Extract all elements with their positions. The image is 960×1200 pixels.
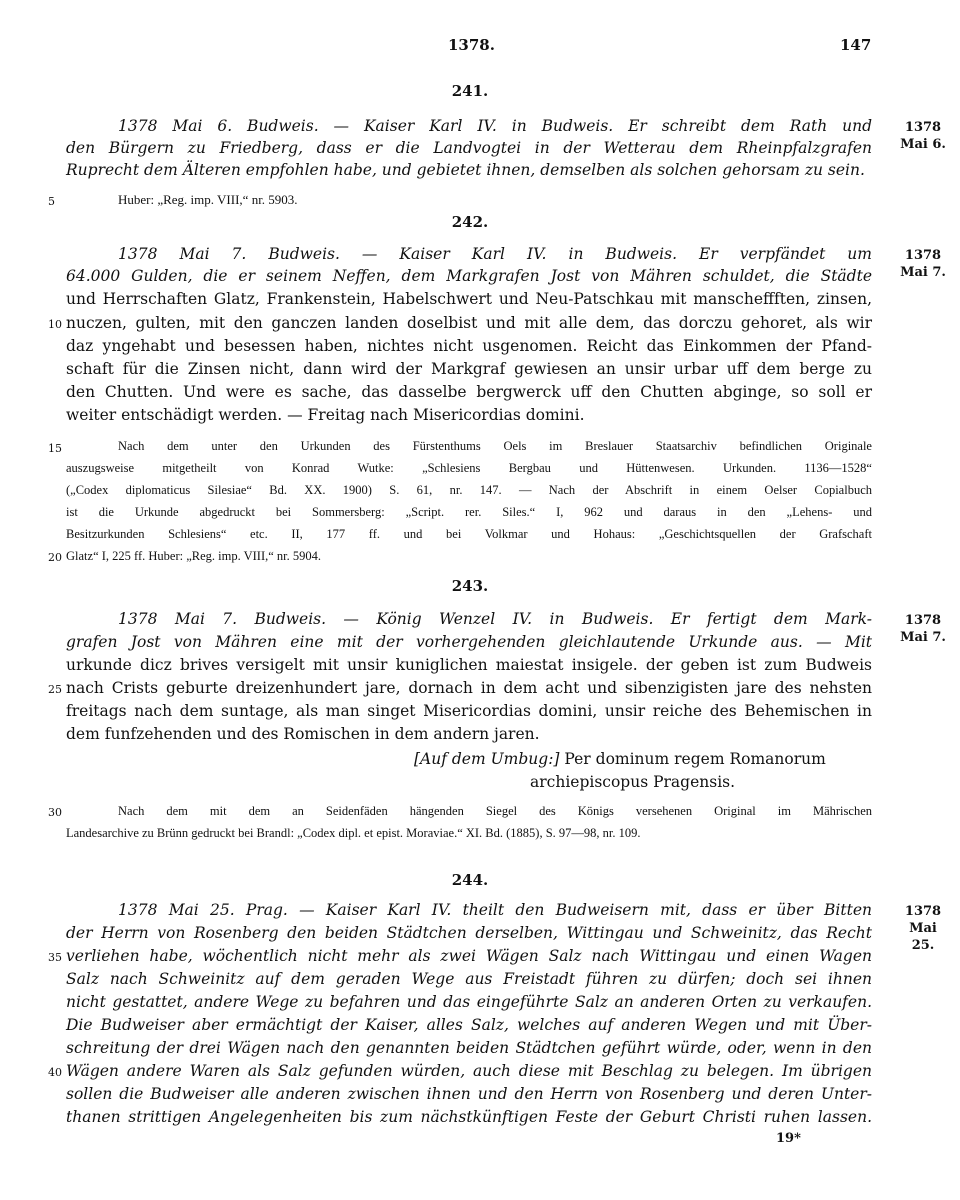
regest-line: Wägen andere Waren als Salz gefunden würden, auch diese mit Beschlag zu belegen. Im übrigen <box>66 1062 872 1080</box>
line-number: 10 <box>48 318 62 331</box>
text-line: nach Crists geburte dreizenhundert jare, dornach in dem acht und sibenzigisten jare des nehsten <box>66 679 872 697</box>
regest-line: schreitung der drei Wägen nach den genannten beiden Städtchen geführt würde, oder, wenn in den <box>66 1039 872 1057</box>
source-note: Landesarchive zu Brünn gedruckt bei Brandl: „Codex dipl. et epist. Moraviae.“ XI. Bd. (1885), S. 97—98, nr. 109. <box>66 826 641 840</box>
text-line: dem funfzehenden und des Romischen in dem andern jaren. <box>66 725 540 743</box>
line-number: 5 <box>48 195 55 208</box>
umbug-label: [Auf dem Umbug:] <box>414 750 560 768</box>
regest-line: Ruprecht dem Älteren empfohlen habe, und gebietet ihnen, demselben als solchen gehorsam zu sein. <box>66 161 865 179</box>
umbug-text-line: Per dominum regem Romanorum <box>564 750 826 768</box>
margin-date: 1378 Mai 7. <box>900 248 946 280</box>
regest-line: nicht gestattet, andere Wege zu befahren und das eingeführte Salz an anderen Orten zu verkaufen. <box>66 993 872 1011</box>
regest-line: 1378 Mai 7. Budweis. — König Wenzel IV. in Budweis. Er fertigt dem Mark- <box>118 610 872 628</box>
regest-line: 1378 Mai 6. Budweis. — Kaiser Karl IV. in Budweis. Er schreibt dem Rath und <box>118 117 872 135</box>
regest-line: der Herrn von Rosenberg den beiden Städtchen derselben, Wittingau und Schweinitz, das Recht <box>66 924 872 942</box>
umbug-text-line: archiepiscopus Pragensis. <box>530 773 736 791</box>
text-line: schaft für die Zinsen nicht, dann wird der Markgraf gewiesen an unsir urbar uff dem berge zu <box>66 360 872 378</box>
source-note: („Codex diplomaticus Silesiae“ Bd. XX. 1900) S. 61, nr. 147. — Nach der Abschrift in einem Oelser Copialbuch <box>66 483 872 497</box>
line-number: 35 <box>48 951 62 964</box>
regest-line: thanen strittigen Angelegenheiten bis zum nächstkünftigen Feste der Geburt Christi ruhen lassen. <box>66 1108 872 1126</box>
text-line: nuczen, gulten, mit den ganczen landen doselbist und mit alle dem, das dorczu gehoret, als wir <box>66 314 872 332</box>
text-line: den Chutten. Und were es sache, das dasselbe bergwerck uff den Chutten abginge, so soll er <box>66 383 872 401</box>
source-note: auszugsweise mitgetheilt von Konrad Wutke: „Schlesiens Bergbau und Hüttenwesen. Urkunden. 1136—1528“ <box>66 461 872 475</box>
source-note: Besitzurkunden Schlesiens“ etc. II, 177 ff. und bei Volkmar und Hohaus: „Geschichtsquellen der Grafschaft <box>66 527 872 541</box>
margin-date: 1378 Mai 25. <box>904 904 942 953</box>
regest-line: Die Budweiser aber ermächtigt der Kaiser, alles Salz, welches auf anderen Wegen und mit Über- <box>66 1016 872 1034</box>
document-number: 241. <box>451 82 489 100</box>
source-note: Huber: „Reg. imp. VIII,“ nr. 5903. <box>118 192 298 207</box>
regest-line: sollen die Budweiser alle anderen zwischen ihnen und den Herrn von Rosenberg und deren Unter- <box>66 1085 872 1103</box>
regest-line: 1378 Mai 25. Prag. — Kaiser Karl IV. theilt den Budweisern mit, dass er über Bitten <box>118 901 872 919</box>
document-number: 244. <box>451 871 489 889</box>
header-year: 1378. <box>448 36 495 54</box>
regest-line: den Bürgern zu Friedberg, dass er die Landvogtei in der Wetterau dem Rheinpfalzgrafen <box>66 139 872 157</box>
source-note: ist die Urkunde abgedruckt bei Sommersberg: „Script. rer. Siles.“ I, 962 und daraus in den „Lehens- und <box>66 505 872 519</box>
document-number: 242. <box>451 213 489 231</box>
header-page-number: 147 <box>840 36 872 54</box>
regest-line: Salz nach Schweinitz auf dem geraden Wege aus Freistadt führen zu dürfen; doch sei ihnen <box>66 970 872 988</box>
line-number: 15 <box>48 442 62 455</box>
source-note: Glatz“ I, 225 ff. Huber: „Reg. imp. VIII,“ nr. 5904. <box>66 549 322 563</box>
regest-line: grafen Jost von Mähren eine mit der vorhergehenden gleichlautende Urkunde aus. — Mit <box>66 633 872 651</box>
umbug-block <box>414 748 826 770</box>
line-number: 40 <box>48 1066 62 1079</box>
margin-date: 1378 Mai 6. <box>900 120 946 152</box>
text-line: freitags nach dem suntage, als man singet Misericordias domini, unsir reiche des Behemischen in <box>66 702 872 720</box>
text-line: urkunde dicz brives versigelt mit unsir kuniglichen maiestat insigele. der geben ist zum Budweis <box>66 656 872 674</box>
line-number: 30 <box>48 806 62 819</box>
signature-mark: 19* <box>776 1131 801 1146</box>
text-line: und Herrschaften Glatz, Frankenstein, Habelschwert und Neu-Patschkau mit manscheffften, zinsen, <box>66 290 872 308</box>
line-number: 25 <box>48 683 62 696</box>
text-line: daz yngehabt und besessen haben, nichtes nicht usgenomen. Reicht das Einkommen der Pfand- <box>66 337 872 355</box>
document-number: 243. <box>451 577 489 595</box>
regest-line: 1378 Mai 7. Budweis. — Kaiser Karl IV. in Budweis. Er verpfändet um <box>118 245 872 263</box>
source-note: Nach dem unter den Urkunden des Fürstenthums Oels im Breslauer Staatsarchiv befindlichen Originale <box>118 439 872 453</box>
text-line: weiter entschädigt werden. — Freitag nach Misericordias domini. <box>66 406 585 424</box>
regest-line: verliehen habe, wöchentlich nicht mehr als zwei Wägen Salz nach Wittingau und einen Wagen <box>66 947 872 965</box>
line-number: 20 <box>48 551 62 564</box>
margin-date: 1378 Mai 7. <box>900 613 946 645</box>
source-note: Nach dem mit dem an Seidenfäden hängenden Siegel des Königs versehenen Original im Mährischen <box>118 804 872 818</box>
regest-line: 64.000 Gulden, die er seinem Neffen, dem Markgrafen Jost von Mähren schuldet, die Städte <box>66 267 872 285</box>
